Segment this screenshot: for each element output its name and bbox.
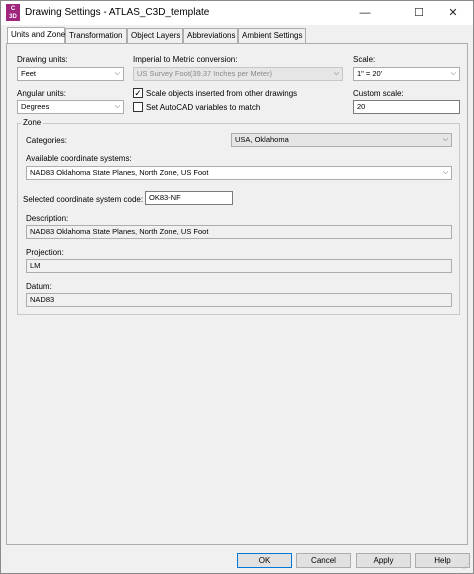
scale-select[interactable] (353, 67, 460, 81)
chevron-down-icon: ⌵ (114, 103, 120, 110)
available-coordinate-systems-label: Available coordinate systems: (26, 154, 132, 163)
projection-label: Projection: (26, 248, 64, 257)
categories-label: Categories: (26, 136, 67, 145)
maximize-icon: ☐ (414, 7, 424, 19)
title-bar (1, 1, 473, 25)
tab-transformation[interactable]: Transformation (65, 28, 127, 43)
imperial-metric-select (133, 67, 343, 81)
available-coordinate-systems-select[interactable] (26, 166, 452, 180)
projection-field: LM (26, 259, 452, 273)
chevron-down-icon: ⌵ (450, 70, 456, 77)
chevron-down-icon: ⌵ (114, 70, 120, 77)
app-icon-letter: C (10, 6, 16, 12)
custom-scale-input[interactable]: 20 (353, 100, 460, 114)
close-icon: ✕ (448, 7, 458, 19)
custom-scale-label: Custom scale: (353, 89, 404, 98)
set-autocad-variables-label: Set AutoCAD variables to match (146, 103, 261, 112)
scale-objects-label: Scale objects inserted from other drawings (146, 89, 298, 98)
chevron-down-icon: ⌵ (442, 136, 448, 143)
help-button[interactable]: Help (415, 553, 470, 568)
zone-group (17, 123, 460, 315)
apply-button[interactable]: Apply (356, 553, 411, 568)
datum-field: NAD83 (26, 293, 452, 307)
tab-units-and-zone[interactable]: Units and Zone (7, 27, 65, 43)
drawing-units-value: Feet (21, 69, 37, 78)
ok-button[interactable]: OK (237, 553, 292, 568)
set-autocad-variables-checkbox[interactable] (133, 102, 143, 112)
units-and-zone-panel (6, 43, 468, 545)
angular-units-value: Degrees (21, 102, 50, 111)
description-label: Description: (26, 214, 69, 223)
resize-grip-icon[interactable]: ⋰ (463, 564, 469, 570)
categories-value: USA, Oklahoma (235, 135, 289, 144)
civil3d-app-icon (6, 4, 20, 21)
cancel-button[interactable]: Cancel (296, 553, 351, 568)
drawing-units-label: Drawing units: (17, 55, 68, 64)
checkmark-icon: ✓ (134, 88, 142, 98)
drawing-units-select[interactable] (17, 67, 124, 81)
imperial-metric-value: US Survey Foot(39.37 Inches per Meter) (137, 69, 273, 78)
tab-object-layers[interactable]: Object Layers (127, 28, 183, 43)
minimize-button[interactable] (345, 1, 385, 25)
imperial-metric-label: Imperial to Metric conversion: (133, 55, 238, 64)
selected-code-input[interactable]: OK83-NF (145, 191, 233, 205)
tab-ambient-settings[interactable]: Ambient Settings (238, 28, 306, 43)
zone-group-label: Zone (23, 118, 42, 127)
window-title: Drawing Settings - ATLAS_C3D_template (25, 7, 210, 18)
tab-abbreviations[interactable]: Abbreviations (183, 28, 238, 43)
scale-objects-checkbox[interactable] (133, 88, 143, 98)
angular-units-select[interactable] (17, 100, 124, 114)
selected-code-label: Selected coordinate system code: (23, 195, 144, 204)
scale-value: 1" = 20' (357, 69, 383, 78)
description-field: NAD83 Oklahoma State Planes, North Zone, US Foot (26, 225, 452, 239)
app-icon-subtext: 3D (9, 14, 17, 20)
datum-label: Datum: (26, 282, 52, 291)
categories-select[interactable] (231, 133, 452, 147)
minimize-icon: — (359, 7, 371, 19)
available-coordinate-systems-value: NAD83 Oklahoma State Planes, North Zone, US Foot (30, 168, 209, 177)
close-button[interactable] (433, 1, 473, 25)
scale-label: Scale: (353, 55, 376, 64)
chevron-down-icon: ⌵ (333, 70, 339, 77)
chevron-down-icon: ⌵ (442, 169, 448, 176)
angular-units-label: Angular units: (17, 89, 66, 98)
